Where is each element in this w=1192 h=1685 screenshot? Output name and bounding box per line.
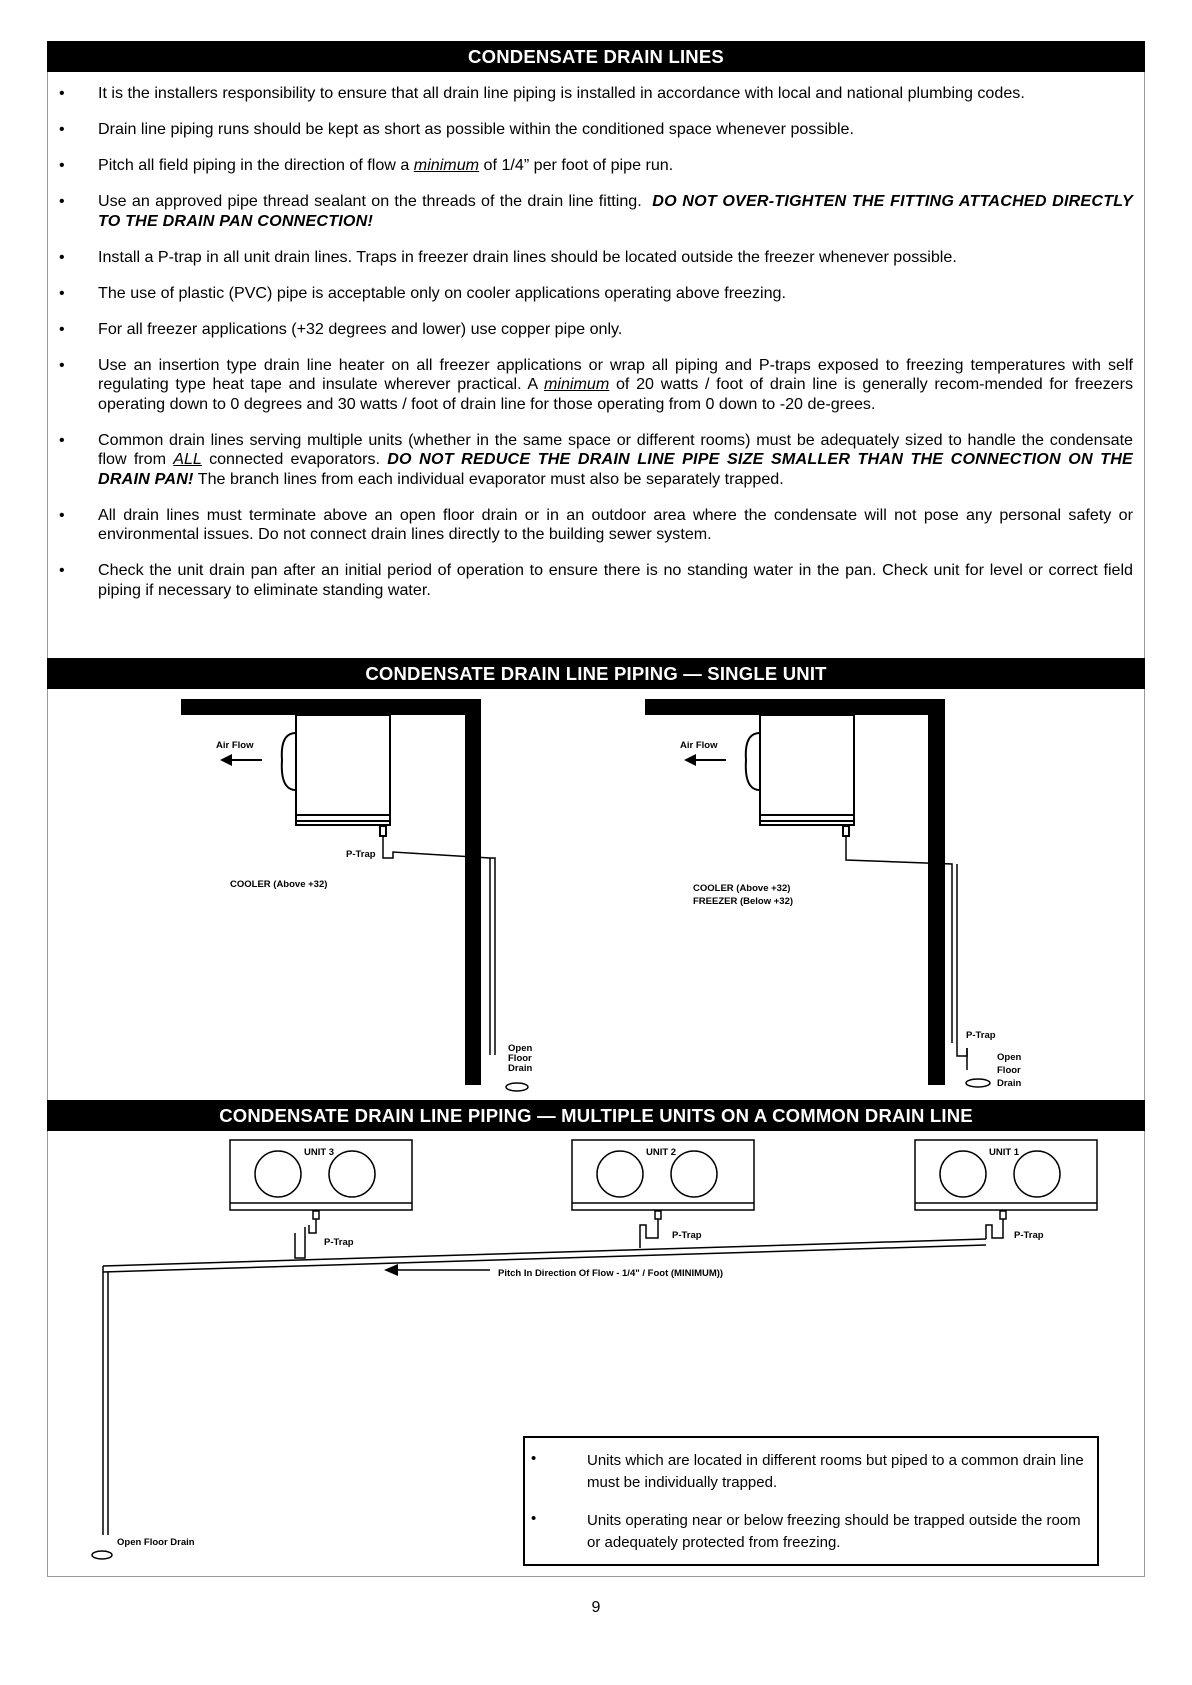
ptrap-label: P-Trap xyxy=(346,849,376,860)
ptrap-label: P-Trap xyxy=(324,1237,354,1248)
side-wall xyxy=(465,699,481,1085)
drain-label-floor: Floor xyxy=(508,1053,532,1064)
list-item: • Install a P-trap in all unit drain lines. Traps in freezer drain lines should be located outside the freezer whenever possible. xyxy=(59,247,957,266)
single-unit-freezer-diagram xyxy=(645,699,1021,1089)
airflow-label: Air Flow xyxy=(216,740,254,751)
evaporator-unit xyxy=(746,715,854,836)
list-item: • The use of plastic (PVC) pipe is acceptable only on cooler applications operating above freezing. xyxy=(59,283,786,302)
open-floor-drain-label: Open Floor Drain xyxy=(117,1537,195,1548)
unit-label: UNIT 2 xyxy=(646,1147,677,1158)
bullet-icon: • xyxy=(59,85,65,102)
floor-drain-icon xyxy=(92,1551,112,1559)
airflow-label: Air Flow xyxy=(680,740,718,751)
arrow-left-icon xyxy=(220,754,262,766)
floor-drain-icon xyxy=(966,1079,990,1087)
list-item: • It is the installers responsibility to ensure that all drain line piping is installed in accordance with local and national plumbing codes. xyxy=(59,84,1025,102)
list-item: • Use an approved pipe thread sealant on the threads of the drain line fitting. DO NOT OVER-TIGHTEN THE FITTING ATTACHED DIRECTLY TO THE DRAIN PAN CONNECTION! xyxy=(59,192,1138,230)
ceiling-wall xyxy=(645,699,945,715)
ceiling-wall xyxy=(181,699,481,715)
drain-label-open: Open xyxy=(508,1043,533,1054)
notes-box xyxy=(523,1436,1099,1566)
bullet-icon: • xyxy=(59,356,65,374)
bullet-icon: • xyxy=(59,248,65,266)
note-item: Units operating near or below freezing should be trapped outside the room or adequately protected from freezing. xyxy=(587,1512,1081,1551)
arrow-left-icon xyxy=(684,754,726,766)
side-wall xyxy=(928,699,945,1085)
unit-label: UNIT 3 xyxy=(304,1147,335,1158)
bullet-icon: • xyxy=(59,193,65,210)
bullet-icon: • xyxy=(531,1450,537,1467)
evaporator-unit xyxy=(282,715,390,836)
ptrap-label: P-Trap xyxy=(672,1230,702,1241)
drain-label-floor: Floor xyxy=(997,1065,1021,1076)
list-item: • Pitch all field piping in the direction of flow a minimum of 1/4” per foot of pipe run. xyxy=(59,156,674,174)
freezer-label: FREEZER (Below +32) xyxy=(693,896,794,907)
drain-label-drain: Drain xyxy=(508,1063,533,1074)
floor-drain-icon xyxy=(506,1083,528,1091)
bullet-icon: • xyxy=(59,506,65,524)
bullet-icon: • xyxy=(531,1510,537,1527)
pitch-label: Pitch In Direction Of Flow - 1/4" / Foot (MINIMUM)) xyxy=(498,1268,724,1279)
drain-label-open: Open xyxy=(997,1052,1022,1063)
bullet-icon: • xyxy=(59,320,65,338)
bullet-icon: • xyxy=(59,284,65,302)
list-item: • Check the unit drain pan after an initial period of operation to ensure there is no standing water in the pan. Check unit for level or correct field piping if necessary to eliminate standing water. xyxy=(59,561,1133,599)
arrow-left-icon xyxy=(384,1264,490,1276)
list-item: • Drain line piping runs should be kept as short as possible within the conditioned space whenever possible. xyxy=(59,120,854,138)
ptrap-label: P-Trap xyxy=(966,1030,996,1041)
list-item: • Use an insertion type drain line heater on all freezer applications or wrap all piping and P-traps exposed to freezing temperatures with self regulating type heat tape and insulate wherever practical. A minimum of 20 watts / foot of drain line is generally recom-mended for freezers operating down to 0 degrees and 30 watts / foot of drain line for those operating from 0 down to -20 de-grees. xyxy=(59,355,1133,413)
list-item: • Common drain lines serving multiple units (whether in the same space or different rooms) must be adequately sized to handle the condensate flow from ALL connected evaporators. DO NOT REDUCE THE DRAIN LINE PIPE SIZE SMALLER THAN THE CONNECTION ON THE DRAIN PAN! The branch lines from each individual evaporator must also be separately trapped. xyxy=(59,430,1133,488)
bullet-icon: • xyxy=(59,157,65,174)
list-item: • All drain lines must terminate above an open floor drain or in an outdoor area where the condensate will not pose any personal safety or environmental issues. Do not connect drain lines directly to the building sewer system. xyxy=(59,505,1133,543)
drain-pipe xyxy=(846,836,967,1070)
cooler-label: COOLER (Above +32) xyxy=(693,883,791,894)
bullet-icon: • xyxy=(59,562,65,579)
list-item: • For all freezer applications (+32 degrees and lower) use copper pipe only. xyxy=(59,319,623,338)
section-header-drain-lines: CONDENSATE DRAIN LINES xyxy=(47,41,1145,72)
page-number: 9 xyxy=(591,1599,601,1616)
unit-label: UNIT 1 xyxy=(989,1147,1020,1158)
drain-label-drain: Drain xyxy=(997,1078,1022,1089)
note-item: Units which are located in different rooms but piped to a common drain line must be individually trapped. xyxy=(587,1452,1084,1491)
single-unit-cooler-diagram xyxy=(181,699,532,1091)
bullet-icon: • xyxy=(59,121,65,138)
bullet-icon: • xyxy=(59,431,65,449)
section-header-single-unit: CONDENSATE DRAIN LINE PIPING — SINGLE UNIT xyxy=(47,658,1145,689)
section-header-multiple-units: CONDENSATE DRAIN LINE PIPING — MULTIPLE UNITS ON A COMMON DRAIN LINE xyxy=(47,1100,1145,1131)
cooler-label: COOLER (Above +32) xyxy=(230,879,328,890)
ptrap-label: P-Trap xyxy=(1014,1230,1044,1241)
